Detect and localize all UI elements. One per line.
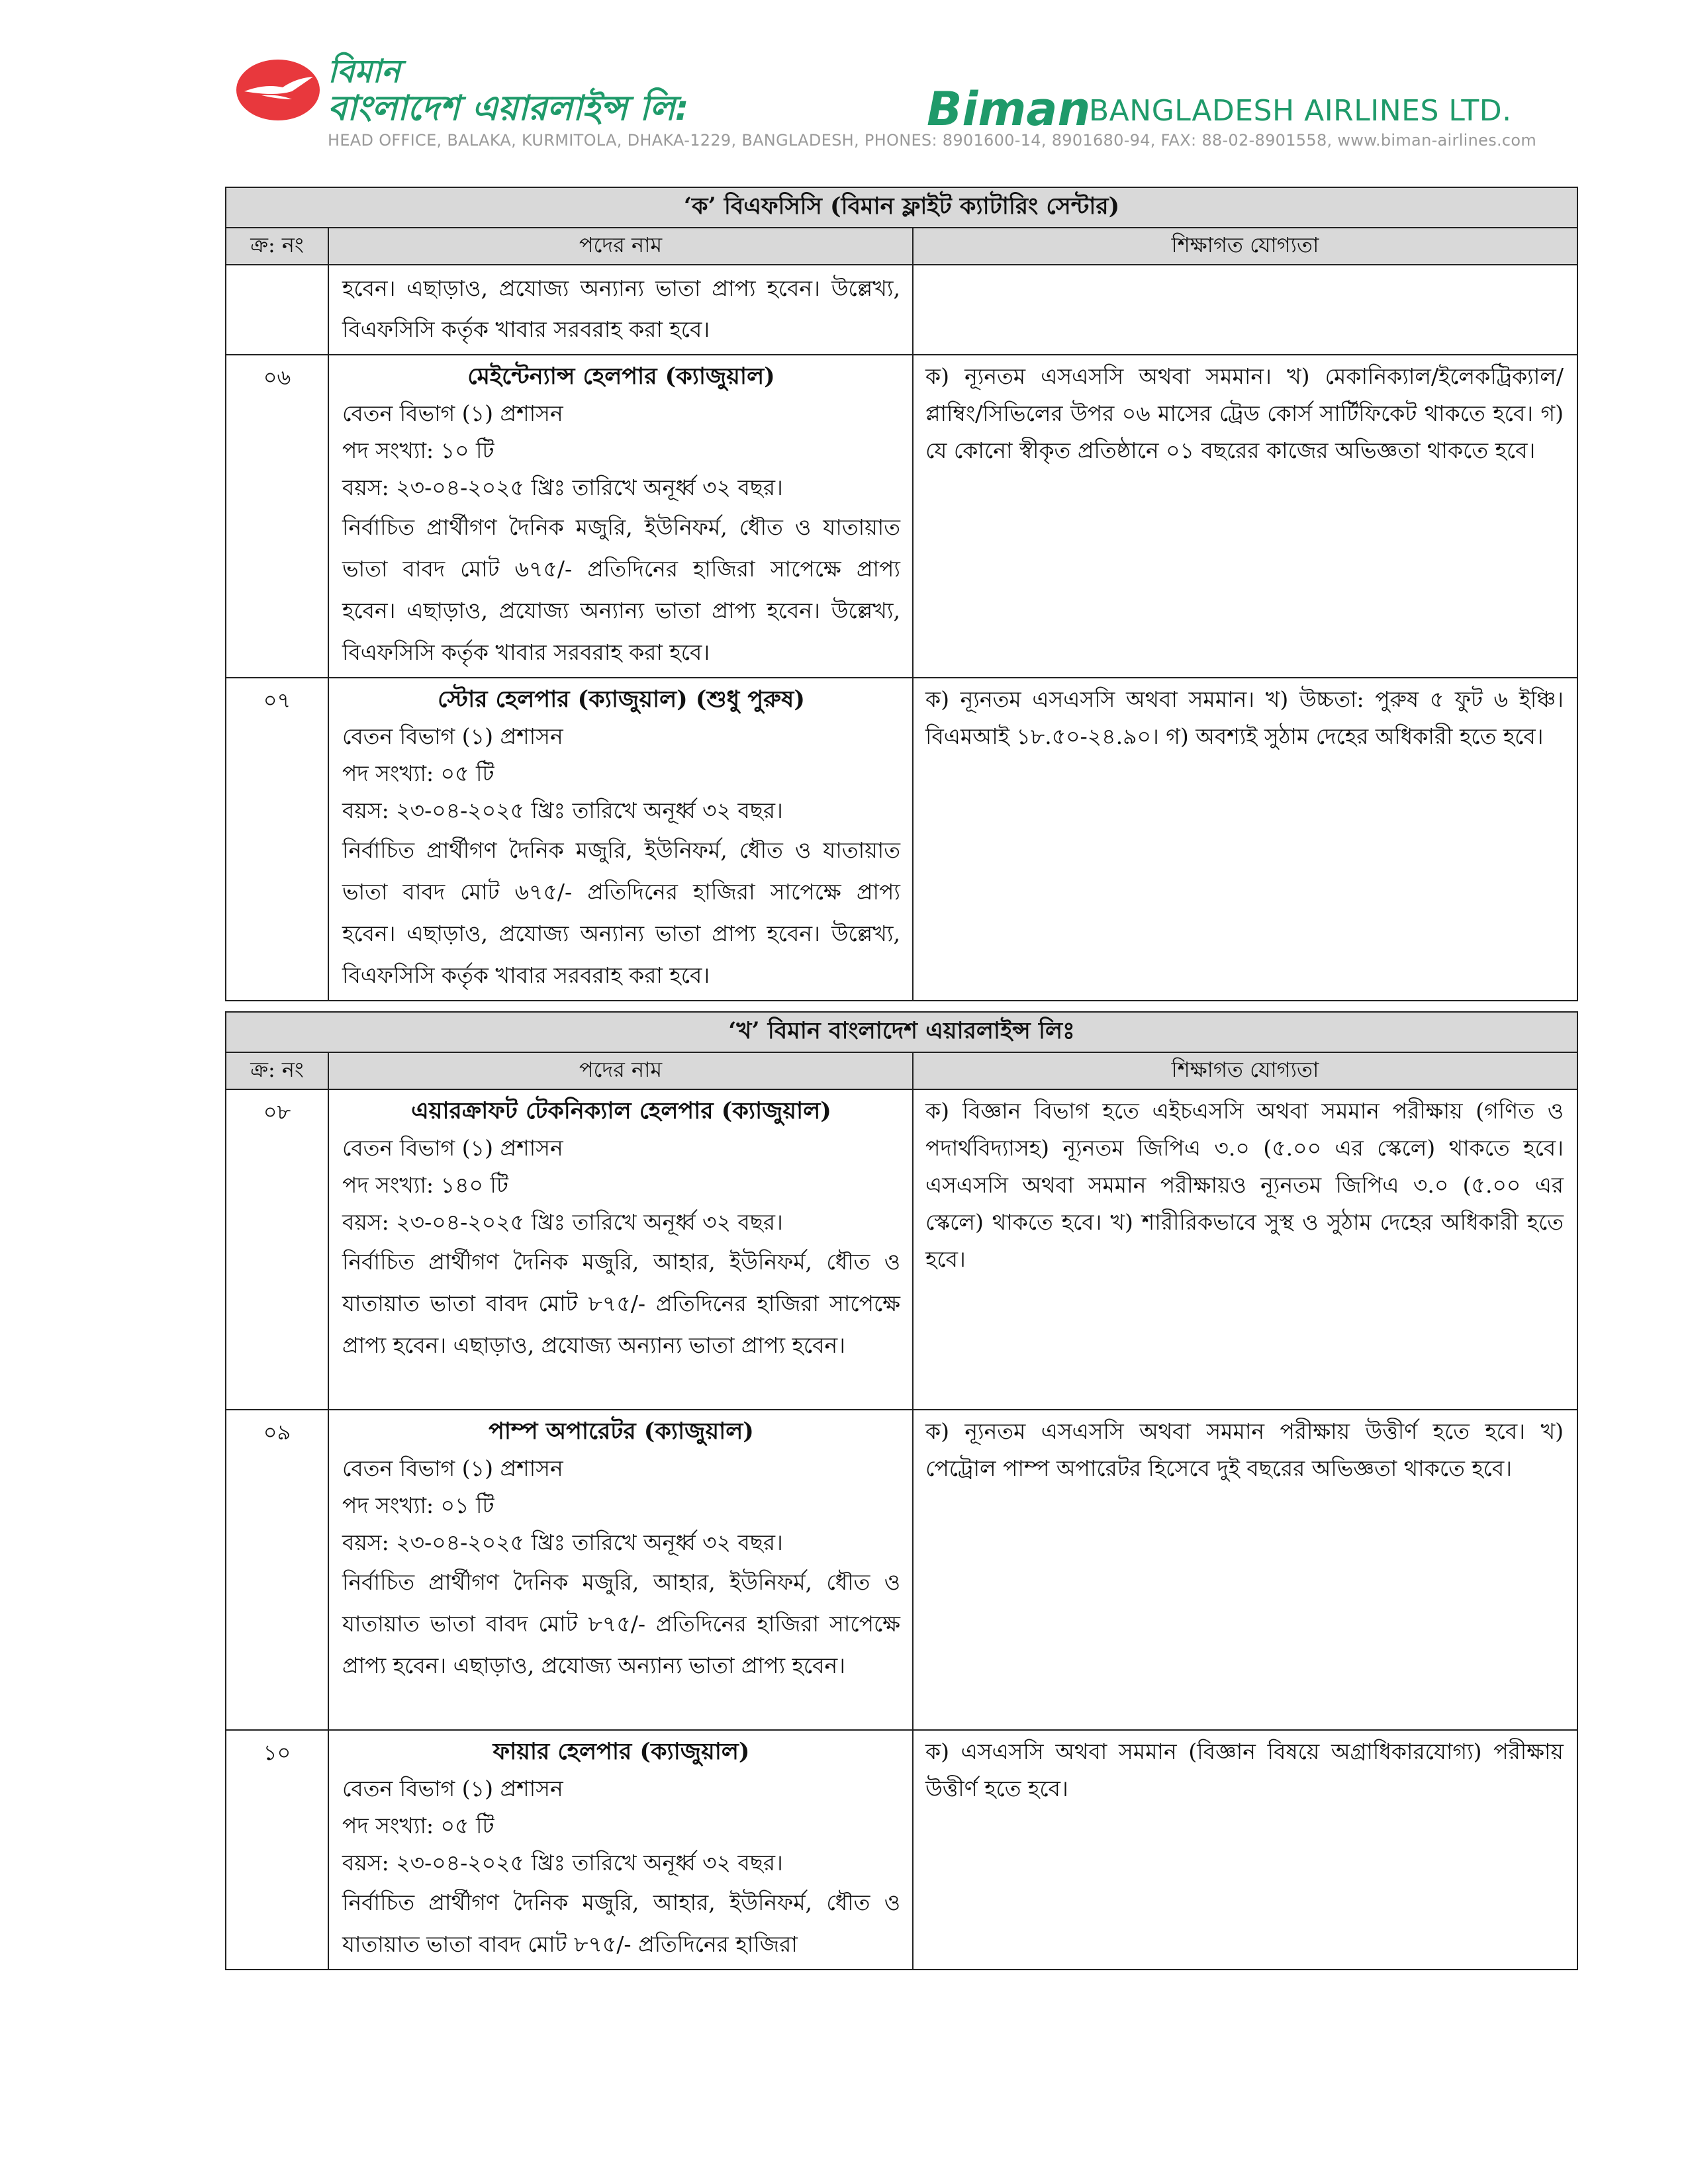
header-serial: ক্র: নং <box>226 1052 328 1089</box>
header-post: পদের নাম <box>328 228 913 265</box>
post-count: পদ সংখ্যা: ০৫ টি <box>342 1813 494 1839</box>
post-title: ফায়ার হেলপার (ক্যাজুয়াল) <box>492 1738 750 1765</box>
table-row <box>226 1410 1577 1730</box>
post-age: বয়স: ২৩-০৪-২০২৫ খ্রিঃ তারিখে অনূর্ধ্ব ৩২ বছর। <box>342 475 783 500</box>
post-age: বয়স: ২৩-০৪-২০২৫ খ্রিঃ তারিখে অনূর্ধ্ব ৩২ বছর। <box>342 1850 783 1876</box>
qualification-text: ক) ন্যূনতম এসএসসি অথবা সমমান পরীক্ষায় উত্তীর্ণ হতে হবে। খ) পেট্রোল পাম্প অপারেটর হিসেবে দুই বছরের অভিজ্ঞতা থাকতে হবে। <box>925 1418 1564 1481</box>
qualification-text: ক) ন্যূনতম এসএসসি অথবা সমমান। খ) উচ্চতা: পুরুষ ৫ ফুট ৬ ইঞ্চি। বিএমআই ১৮.৫০-২৪.৯০। গ) অবশ্যই সুঠাম দেহের অধিকারী হতে হবে। <box>925 686 1564 749</box>
post-details: নির্বাচিত প্রার্থীগণ দৈনিক মজুরি, আহার, ইউনিফর্ম, ধৌত ও যাতায়াত ভাতা বাবদ মোট ৮৭৫/- প্রতিদিনের হাজিরা <box>342 1889 900 1957</box>
section-ka-title: ‘ক’ বিএফসিসি (বিমান ফ্লাইট ক্যাটারিং সেন্টার) <box>226 187 1577 228</box>
post-continuation: হবেন। এছাড়াও, প্রযোজ্য অন্যান্য ভাতা প্রাপ্য হবেন। উল্লেখ্য, বিএফসিসি কর্তৃক খাবার সরবরাহ করা হবে। <box>342 275 900 342</box>
post-cell <box>328 1410 913 1730</box>
serial-cell: ০৯ <box>226 1410 328 1730</box>
serial-cell: ০৬ <box>226 355 328 678</box>
post-title: পাম্প অপারেটর (ক্যাজুয়াল) <box>489 1418 754 1445</box>
qualification-cell <box>913 678 1577 1001</box>
table-row <box>226 1089 1577 1410</box>
post-cell <box>328 1089 913 1410</box>
post-age: বয়স: ২৩-০৪-২০২৫ খ্রিঃ তারিখে অনূর্ধ্ব ৩২ বছর। <box>342 1209 783 1235</box>
post-department: বেতন বিভাগ (১) প্রশাসন <box>342 1135 563 1161</box>
header-qualification: শিক্ষাগত যোগ্যতা <box>913 228 1577 265</box>
post-count: পদ সংখ্যা: ১৪০ টি <box>342 1172 508 1198</box>
post-count: পদ সংখ্যা: ০১ টি <box>342 1492 494 1518</box>
post-count: পদ সংখ্যা: ০৫ টি <box>342 760 494 786</box>
post-details: নির্বাচিত প্রার্থীগণ দৈনিক মজুরি, ইউনিফর্ম, ধৌত ও যাতায়াত ভাতা বাবদ মোট ৬৭৫/- প্রতিদিনের হাজিরা সাপেক্ষে প্রাপ্য হবেন। এছাড়াও, প্রযোজ্য অন্যান্য ভাতা প্রাপ্য হবেন। উল্লেখ্য, বিএফসিসি কর্তৃক খাবার সরবরাহ করা হবে। <box>342 837 900 988</box>
qualification-cell <box>913 355 1577 678</box>
post-title: স্টোর হেলপার (ক্যাজুয়াল) (শুধু পুরুষ) <box>438 686 805 713</box>
letterhead-address: HEAD OFFICE, BALAKA, KURMITOLA, DHAKA-1229, BANGLADESH, PHONES: 8901600-14, 8901680-94, FAX: 88-02-8901558, www.biman-airlines.com <box>328 131 1537 150</box>
serial-cell: ০৮ <box>226 1089 328 1410</box>
letterhead <box>235 52 1537 151</box>
letterhead-english-brand: Biman <box>927 82 1091 136</box>
letterhead-bangla-full-name: বাংলাদেশ এয়ারলাইন্স লি: <box>328 89 689 128</box>
qualification-text: ক) বিজ্ঞান বিভাগ হতে এইচএসসি অথবা সমমান পরীক্ষায় (গণিত ও পদার্থবিদ্যাসহ) ন্যূনতম জিপিএ ৩.০ (৫.০০ এর স্কেলে) থাকতে হবে। এসএসসি অথবা সমমান পরীক্ষায়ও ন্যূনতম জিপিএ ৩.০ (৫.০০ এর স্কেলে) থাকতে হবে। খ) শারীরিকভাবে সুস্থ ও সুঠাম দেহের অধিকারী হতে হবে। <box>925 1098 1564 1272</box>
table-row <box>226 1730 1577 1970</box>
qualification-cell <box>913 1410 1577 1730</box>
header-qualification: শিক্ষাগত যোগ্যতা <box>913 1052 1577 1089</box>
qualification-cell <box>913 265 1577 355</box>
post-cell <box>328 265 913 355</box>
biman-logo-icon <box>235 58 321 122</box>
qualification-cell <box>913 1730 1577 1970</box>
section-kha-title: ‘খ’ বিমান বাংলাদেশ এয়ারলাইন্স লিঃ <box>226 1012 1577 1052</box>
table-row <box>226 355 1577 678</box>
post-details: নির্বাচিত প্রার্থীগণ দৈনিক মজুরি, আহার, ইউনিফর্ম, ধৌত ও যাতায়াত ভাতা বাবদ মোট ৮৭৫/- প্রতিদিনের হাজিরা সাপেক্ষে প্রাপ্য হবেন। এছাড়াও, প্রযোজ্য অন্যান্য ভাতা প্রাপ্য হবেন। <box>342 1249 900 1358</box>
serial-cell <box>226 265 328 355</box>
post-department: বেতন বিভাগ (১) প্রশাসন <box>342 1776 563 1801</box>
letterhead-english-company: BANGLADESH AIRLINES LTD. <box>1089 94 1512 128</box>
post-count: পদ সংখ্যা: ১০ টি <box>342 437 494 463</box>
qualification-text: ক) এসএসসি অথবা সমমান (বিজ্ঞান বিষয়ে অগ্রাধিকারযোগ্য) পরীক্ষায় উত্তীর্ণ হতে হবে। <box>925 1739 1564 1801</box>
post-cell <box>328 678 913 1001</box>
post-department: বেতন বিভাগ (১) প্রশাসন <box>342 400 563 426</box>
post-title: এয়ারক্রাফট টেকনিক্যাল হেলপার (ক্যাজুয়াল) <box>411 1097 831 1124</box>
letterhead-bangla-short-name: বিমান <box>328 53 400 90</box>
post-cell <box>328 355 913 678</box>
header-post: পদের নাম <box>328 1052 913 1089</box>
post-age: বয়স: ২৩-০৪-২০২৫ খ্রিঃ তারিখে অনূর্ধ্ব ৩২ বছর। <box>342 797 783 823</box>
section-kha-table <box>225 1011 1578 1970</box>
table-row <box>226 678 1577 1001</box>
qualification-cell <box>913 1089 1577 1410</box>
post-details: নির্বাচিত প্রার্থীগণ দৈনিক মজুরি, ইউনিফর্ম, ধৌত ও যাতায়াত ভাতা বাবদ মোট ৬৭৫/- প্রতিদিনের হাজিরা সাপেক্ষে প্রাপ্য হবেন। এছাড়াও, প্রযোজ্য অন্যান্য ভাতা প্রাপ্য হবেন। উল্লেখ্য, বিএফসিসি কর্তৃক খাবার সরবরাহ করা হবে। <box>342 514 900 665</box>
post-department: বেতন বিভাগ (১) প্রশাসন <box>342 1455 563 1481</box>
post-cell <box>328 1730 913 1970</box>
serial-cell: ০৭ <box>226 678 328 1001</box>
serial-cell: ১০ <box>226 1730 328 1970</box>
section-ka-table <box>225 187 1578 1001</box>
post-details: নির্বাচিত প্রার্থীগণ দৈনিক মজুরি, আহার, ইউনিফর্ম, ধৌত ও যাতায়াত ভাতা বাবদ মোট ৮৭৫/- প্রতিদিনের হাজিরা সাপেক্ষে প্রাপ্য হবেন। এছাড়াও, প্রযোজ্য অন্যান্য ভাতা প্রাপ্য হবেন। <box>342 1569 900 1678</box>
post-age: বয়স: ২৩-০৪-২০২৫ খ্রিঃ তারিখে অনূর্ধ্ব ৩২ বছর। <box>342 1529 783 1555</box>
table-row <box>226 265 1577 355</box>
post-title: মেইন্টেন্যান্স হেলপার (ক্যাজুয়াল) <box>467 363 775 390</box>
header-serial: ক্র: নং <box>226 228 328 265</box>
post-department: বেতন বিভাগ (১) প্রশাসন <box>342 723 563 749</box>
qualification-text: ক) ন্যূনতম এসএসসি অথবা সমমান। খ) মেকানিক্যাল/ইলেকট্রিক্যাল/প্লাম্বিং/সিভিলের উপর ০৬ মাসের ট্রেড কোর্স সার্টিফিকেট থাকতে হবে। গ) যে কোনো স্বীকৃত প্রতিষ্ঠানে ০১ বছরের কাজের অভিজ্ঞতা থাকতে হবে। <box>925 363 1564 463</box>
